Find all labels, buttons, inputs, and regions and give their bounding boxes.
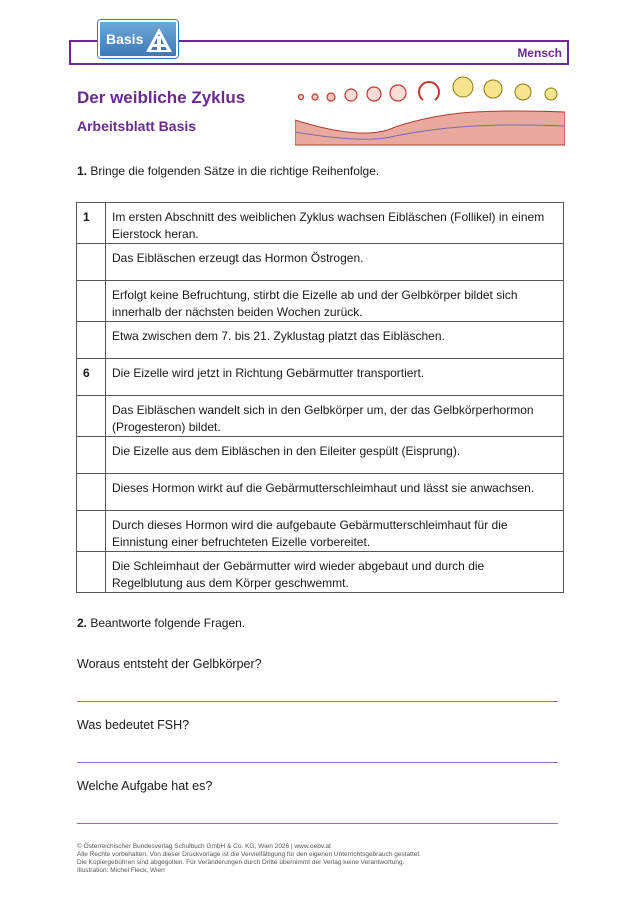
- task-2-instruction: [77, 616, 245, 630]
- order-number-cell[interactable]: [77, 322, 106, 359]
- table-row: [77, 322, 564, 359]
- table-row: [77, 244, 564, 281]
- table-row: [77, 552, 564, 593]
- table-row: [77, 511, 564, 552]
- task-1-text: Bringe die folgenden Sätze in die richtige Reihenfolge.: [90, 164, 380, 178]
- order-number-cell[interactable]: [77, 244, 106, 281]
- sentence-order-table: [76, 202, 564, 593]
- sentence-cell: Im ersten Abschnitt des weiblichen Zyklus wachsen Eibläschen (Follikel) in einem Eierstock heran.: [106, 203, 564, 244]
- task-1-number: 1.: [77, 164, 88, 178]
- basis-logo: [98, 20, 178, 58]
- table-row: [77, 281, 564, 322]
- sentence-cell: Die Schleimhaut der Gebärmutter wird wieder abgebaut und durch die Regelblutung aus dem Körper geschwemmt.: [106, 552, 564, 593]
- subject-label: Mensch: [517, 46, 562, 60]
- logo-text: Basis: [106, 31, 144, 47]
- sentence-cell: Das Eibläschen wandelt sich in den Gelbkörper um, der das Gelbkörperhormon (Progesteron) bildet.: [106, 396, 564, 437]
- sentence-cell: Dieses Hormon wirkt auf die Gebärmutterschleimhaut und lässt sie anwachsen.: [106, 474, 564, 511]
- page-subtitle: Arbeitsblatt Basis: [77, 118, 197, 134]
- sentence-cell: Durch dieses Hormon wird die aufgebaute Gebärmutterschleimhaut für die Einnistung einer befruchteten Eizelle vorbereitet.: [106, 511, 564, 552]
- order-number-cell[interactable]: [77, 396, 106, 437]
- table-row: [77, 437, 564, 474]
- order-number-cell[interactable]: [77, 281, 106, 322]
- task-1-instruction: [77, 164, 379, 178]
- footer-line: Illustration: Michel Fleck, Wien: [77, 867, 165, 874]
- cycle-illustration: [295, 72, 565, 150]
- page-title: Der weibliche Zyklus: [77, 88, 246, 107]
- question-3: Welche Aufgabe hat es?: [77, 779, 213, 793]
- table-row: [77, 474, 564, 511]
- footer-line: Die Kopiergebühren sind abgegolten. Für Veränderungen durch Dritte übernimmt der Verlag keine Verantwortung.: [77, 859, 405, 866]
- sentence-cell: Das Eibläschen erzeugt das Hormon Östrogen.: [106, 244, 564, 281]
- answer-line-2[interactable]: [77, 762, 558, 763]
- question-2: Was bedeutet FSH?: [77, 718, 190, 732]
- sentence-cell: Etwa zwischen dem 7. bis 21. Zyklustag platzt das Eibläschen.: [106, 322, 564, 359]
- table-row: [77, 359, 564, 396]
- footer-line: Alle Rechte vorbehalten. Von dieser Druckvorlage ist die Vervielfältigung für den eigenen Unterrichtsgebrauch gestattet.: [77, 851, 421, 858]
- table-row: [77, 203, 564, 244]
- order-number-cell[interactable]: [77, 511, 106, 552]
- triangle-logo-icon: [144, 26, 174, 54]
- footer-line: © Österreichischer Bundesverlag Schulbuch GmbH & Co. KG, Wien 2026 | www.oebv.at: [77, 843, 331, 850]
- task-2-text: Beantworte folgende Fragen.: [90, 616, 246, 630]
- question-1: Woraus entsteht der Gelbkörper?: [77, 657, 262, 671]
- sentence-cell: Die Eizelle aus dem Eibläschen in den Eileiter gespült (Eisprung).: [106, 437, 564, 474]
- order-number-cell[interactable]: [77, 474, 106, 511]
- sentence-cell: Erfolgt keine Befruchtung, stirbt die Eizelle ab und der Gelbkörper bildet sich innerhalb der nächsten beiden Wochen zurück.: [106, 281, 564, 322]
- copyright-footer: [77, 843, 421, 875]
- table-row: [77, 396, 564, 437]
- answer-line-3[interactable]: [77, 823, 558, 824]
- order-number-cell[interactable]: 1: [77, 203, 106, 244]
- sentence-cell: Die Eizelle wird jetzt in Richtung Gebärmutter transportiert.: [106, 359, 564, 396]
- answer-line-1[interactable]: [77, 701, 558, 702]
- task-2-number: 2.: [77, 616, 88, 630]
- order-number-cell[interactable]: [77, 552, 106, 593]
- order-number-cell[interactable]: 6: [77, 359, 106, 396]
- order-number-cell[interactable]: [77, 437, 106, 474]
